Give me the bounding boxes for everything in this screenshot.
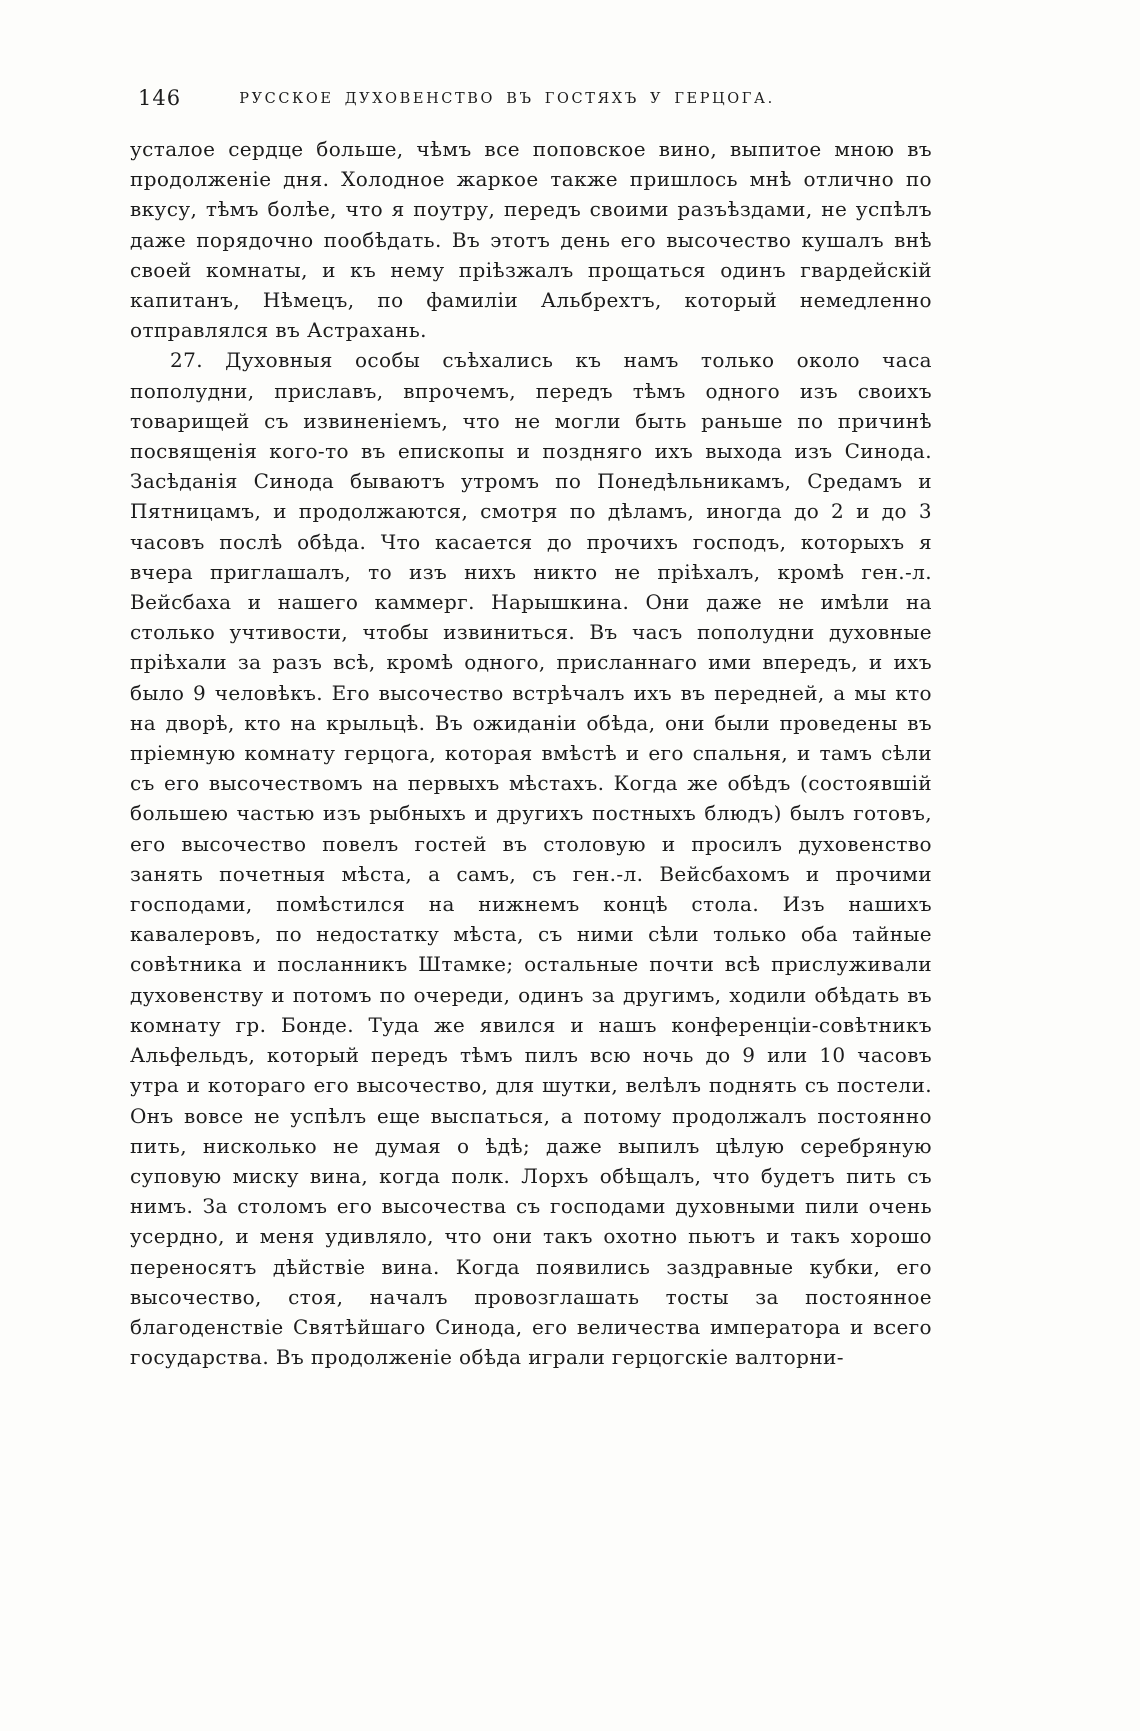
paragraph: усталое сердце больше, чѣмъ все поповское вино, выпитое мною въ продолженіе дня. Холодное жаркое также пришлось мнѣ отлично по вкусу, тѣмъ болѣе, что я поутру, передъ своими разъѣздами, не успѣлъ даже порядочно пообѣдать. Въ этотъ день его высочество кушалъ внѣ своей комнаты, и къ нему пріѣзжалъ прощаться одинъ гвардейскій капитанъ, Нѣмецъ, по фамиліи Альбрехтъ, который немедленно отправлялся въ Астрахань. <box>130 137 932 343</box>
page-number: 146 <box>138 86 182 110</box>
running-title: РУССКОЕ ДУХОВЕНСТВО ВЪ ГОСТЯХЪ У ГЕРЦОГА. <box>239 91 775 107</box>
page-header <box>130 86 930 120</box>
paragraph: 27. Духовныя особы съѣхались къ намъ только около часа пополудни, приславъ, впрочемъ, передъ тѣмъ одного изъ своихъ товарищей съ извиненіемъ, что не могли быть раньше по причинѣ посвященія кого-то въ епископы и поздняго ихъ выхода изъ Синода. Засѣданія Синода бываютъ утромъ по Понедѣльникамъ, Средамъ и Пятницамъ, и продолжаются, смотря по дѣламъ, иногда до 2 и до 3 часовъ послѣ обѣда. Что касается до прочихъ господъ, которыхъ я вчера приглашалъ, то изъ нихъ никто не пріѣхалъ, кромѣ ген.-л. Вейсбаха и нашего каммерг. Нарышкина. Они даже не имѣли на столько учтивости, чтобы извиниться. Въ часъ пополудни духовные пріѣхали за разъ всѣ, кромѣ одного, присланнаго ими впередъ, и ихъ было 9 человѣкъ. Его высочество встрѣчалъ ихъ въ передней, а мы кто на дворѣ, кто на крыльцѣ. Въ ожиданіи обѣда, они были проведены въ пріемную комнату герцога, которая вмѣстѣ и его спальня, и тамъ сѣли съ его высочествомъ на первыхъ мѣстахъ. Когда же обѣдъ (состоявшій большею частью изъ рыбныхъ и другихъ постныхъ блюдъ) былъ готовъ, его высочество повелъ гостей въ столовую и просилъ духовенство занять почетныя мѣста, а самъ, съ ген.-л. Вейсбахомъ и прочими господами, помѣстился на нижнемъ концѣ стола. Изъ нашихъ кавалеровъ, по недостатку мѣста, съ ними сѣли только оба тайные совѣтника и посланникъ Штамке; остальные почти всѣ прислуживали духовенству и потомъ по очереди, одинъ за другимъ, ходили обѣдать въ комнату гр. Бонде. Туда же явился и нашъ конференціи-совѣтникъ Альфельдъ, который передъ тѣмъ пилъ всю ночь до 9 или 10 часовъ утра и котораго его высочество, для шутки, велѣлъ поднять съ постели. Онъ вовсе не успѣлъ еще выспаться, а потому продолжалъ постоянно пить, нисколько не думая о ѣдѣ; даже выпилъ цѣлую серебряную суповую миску вина, когда полк. Лорхъ обѣщалъ, что будетъ пить съ нимъ. За столомъ его высочества съ господами духовными пили очень усердно, и меня удивляло, что они такъ охотно пьютъ и такъ хорошо переносятъ дѣйствіе вина. Когда появились заздравные кубки, его высочество, стоя, началъ провозглашать тосты за постоянное благоденствіе Святѣйшаго Синода, его величества императора и всего государства. Въ продолженіе обѣда играли герцогскіе валторни- <box>130 348 932 1370</box>
page-body <box>130 134 932 1372</box>
